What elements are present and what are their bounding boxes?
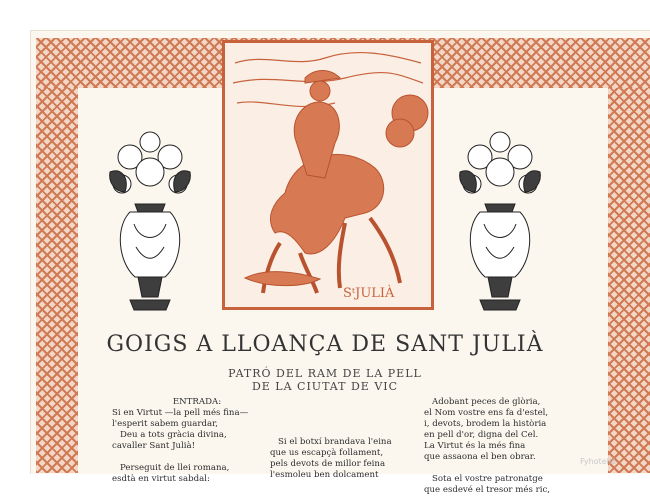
watermark: Fyhotellé [580,457,616,466]
horseman-illustration [225,43,431,307]
verse-line: en pell d'or, digna del Cel. [424,430,539,440]
verse-line: pels devots de millor feina [270,459,386,469]
verse-line: que us escapçà follament, [270,448,384,458]
verse-line: esdtà en virtut sabdal: [112,474,210,484]
border-left [36,88,78,473]
subtitle-line-1: PATRÓ DEL RAM DE LA PELL [228,367,422,380]
verse-line: Si en Virtut —la pell més fina— [112,408,249,418]
verse-line: cavaller Sant Julià! [112,441,196,451]
verse-line: que assaona el ben obrar. [424,452,536,462]
verse-line: Perseguit de llei romana, [120,463,230,473]
verse-line: el Nom vostre ens fa d'estel, [424,408,549,418]
saint-julian-woodcut [222,40,434,310]
verse-line [424,463,574,474]
verse-line: Sota el vostre patronatge [432,474,543,484]
verse-line: Adobant peces de glòria, [432,397,541,407]
page-title: GOIGS A LLOANÇA DE SANT JULIÀ [106,332,544,357]
border-right [608,88,650,473]
verse-line: l'esmoleu ben dolcament [270,470,379,480]
verse-line: Deu a tots gràcia divina, [120,430,227,440]
subtitle-line-2: DE LA CIUTAT DE VIC [251,380,399,393]
verse-column-right [424,397,574,496]
verse-line: Si el botxí brandava l'eina [278,437,392,447]
verse-column-middle [270,437,400,481]
verse-line: l'esperit sabem guardar, [112,419,219,429]
verse-line: La Virtut és la més fina [424,441,526,451]
vase-icon [450,112,550,322]
verse-line: i, devots, brodem la història [424,419,547,429]
verse-line: ENTRADA: [172,397,222,407]
vase-icon [100,112,200,322]
flower-vase-right [450,112,550,322]
woodcut-caption: SᵗJULIÀ [343,286,395,301]
flower-vase-left [100,112,200,322]
verse-line [112,452,282,463]
verse-line: que esdevé el tresor més ric, [424,485,551,495]
verse-column-left [112,397,282,485]
